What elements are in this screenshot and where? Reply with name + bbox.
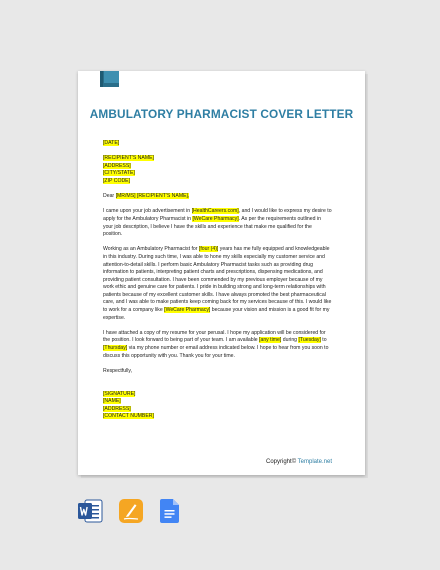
day-start-field: [Tuesday] (298, 337, 321, 344)
letter-body (103, 140, 341, 421)
paragraph-2: Working as an Ambulatory Pharmacist for [four (4)] years has me fully equipped and knowledgeable in this industry. During such time, I was able to hone my skills especially my customer service and attention-to-detail skills. I perform basic Ambulatory Pharmacist tasks such as providing drug information to patients, interpreting patient charts and prescriptions, dispensing medications, and providing patient consultation. I have been commended by my previous employer because of my work ethic and genuine care for patients. I pride in building strong and long-term relationships with patients because of my excellent customer skills. I have always promoted the best pharmaceutical care, and I was able to make patients keep coming back for my services because of this. I would like to work for a company like [WeCare Pharmacy] because your vision and mission is a good fit for my expertise. (103, 246, 332, 321)
name-field: [NAME] (103, 398, 121, 405)
copyright-footer: Copyright© Template.net (266, 459, 333, 465)
word-icon[interactable] (77, 499, 103, 523)
recipient-block (103, 155, 341, 185)
signature-block (103, 391, 341, 421)
job-board-field: [HealthCareers.com] (191, 208, 239, 215)
day-end-field: [Thursday] (103, 345, 128, 352)
paragraph-1: I came upon your job advertisement in [HealthCareers.com], and I would like to express my desire to apply for the Ambulatory Pharmacist in [WeCare Pharmacy]. As per the requirements outlined in your job description, I believe I have the skills and experience that make me qualified for the position. (103, 208, 332, 238)
availability-field: [any time] (259, 337, 282, 344)
salutation: Dear [MR/MS] [RECIPIENT'S NAME], (103, 193, 190, 200)
paragraph-3: I have attached a copy of my resume for your perusal. I hope my application will be considered for the position. I look forward to being part of your team. I am available [any time] during [Tuesday] to [Thursday] via my phone number or email address indicated below. I hope to hear from you soon to discuss this opportunity with you. Thank you for your time. (103, 329, 329, 359)
salutation-field: [MR/MS] [RECIPIENT'S NAME], (115, 193, 190, 200)
page-title: AMBULATORY PHARMACIST COVER LETTER (89, 107, 354, 121)
corner-decoration-edge (100, 71, 103, 87)
google-docs-icon[interactable] (160, 499, 180, 523)
recipient-zip-field: [ZIP CODE] (103, 177, 131, 184)
company-field-2: [WeCare Pharmacy] (164, 307, 211, 314)
address-field: [ADDRESS] (103, 405, 131, 412)
corner-decoration-light (104, 71, 119, 83)
closing: Respectfully, (103, 367, 133, 374)
recipient-city-field: [CITY/STATE] (103, 170, 135, 177)
pages-icon[interactable] (119, 499, 143, 523)
document-page (78, 71, 365, 475)
recipient-address-field: [ADDRESS] (103, 162, 131, 169)
date-field: [DATE] (103, 140, 120, 146)
format-icons (0, 499, 440, 523)
signature-field: [SIGNATURE] (103, 390, 136, 397)
recipient-name-field: [RECIPIENT'S NAME] (103, 155, 154, 162)
contact-number-field: [CONTACT NUMBER] (103, 413, 154, 420)
company-field: [WeCare Pharmacy] (192, 215, 239, 222)
years-field: [four (4)] (198, 246, 219, 253)
